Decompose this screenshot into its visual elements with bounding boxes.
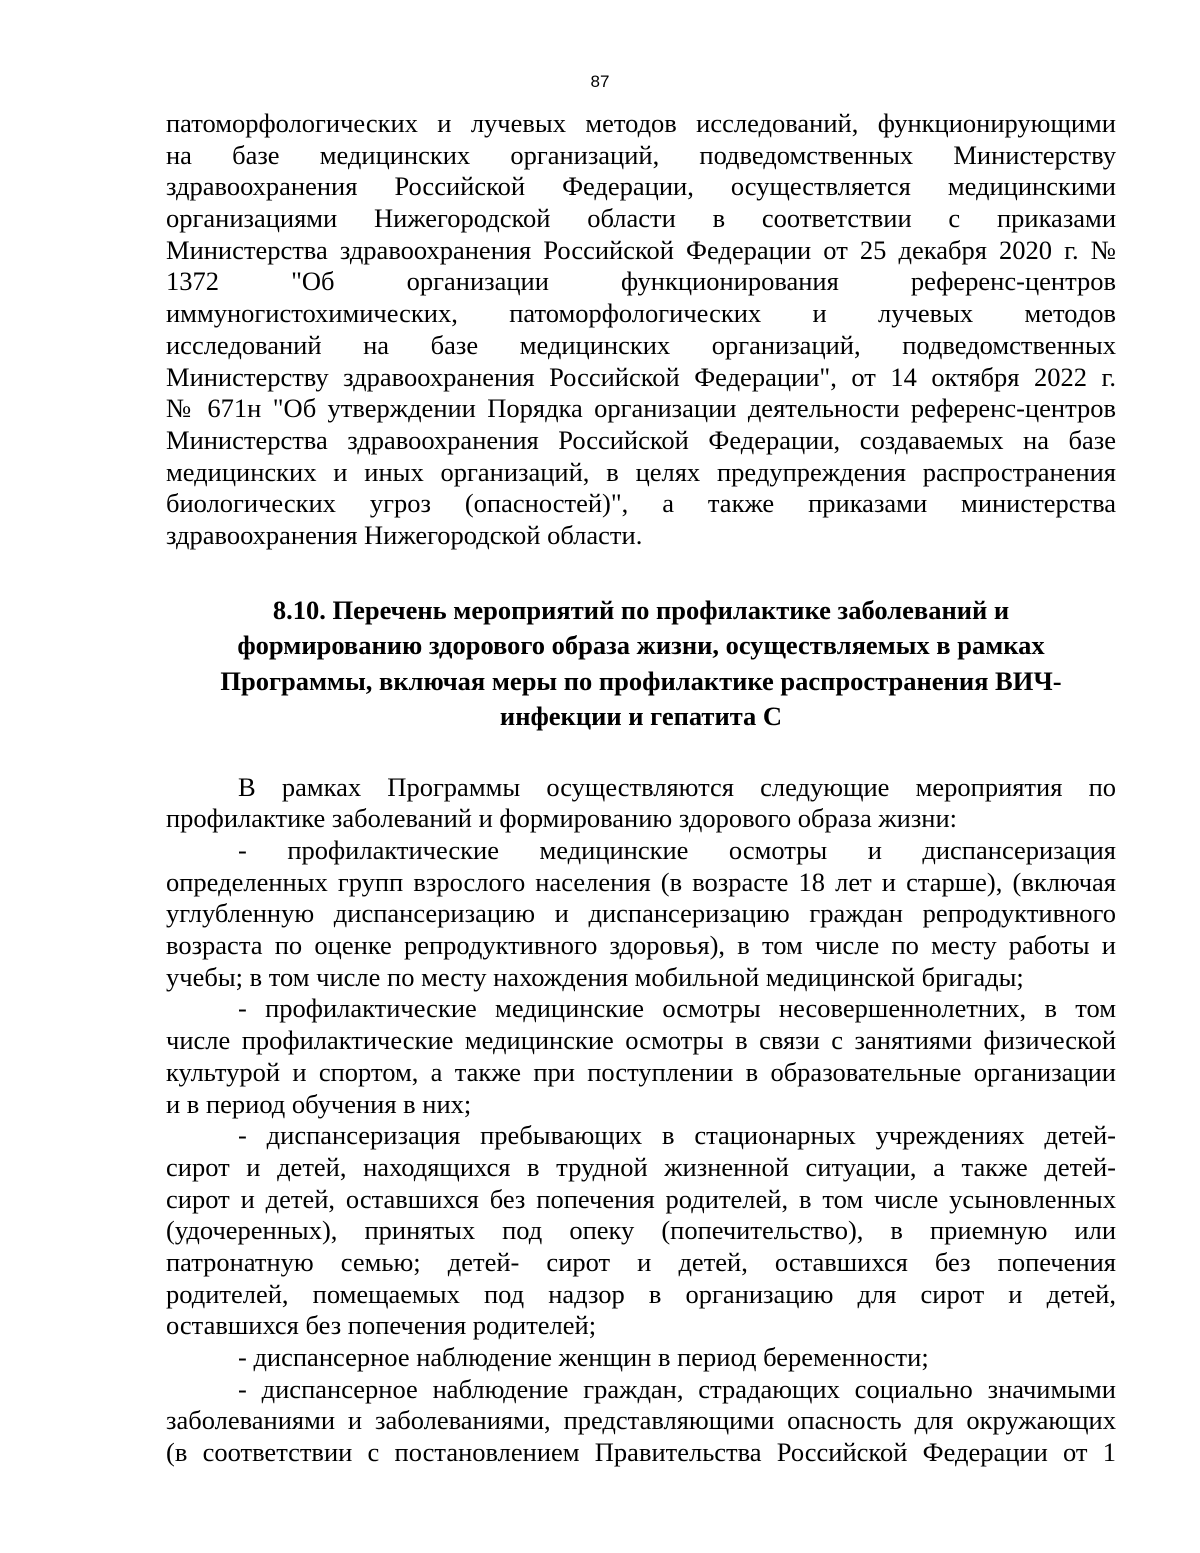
text-line: (удочеренных), принятых под опеку (попечительство), в приемную или xyxy=(166,1215,1116,1246)
list-item-line: - профилактические медицинские осмотры несовершеннолетних, в том xyxy=(238,993,1116,1024)
text-line: заболеваниями и заболеваниями, представляющими опасность для окружающих xyxy=(166,1405,1116,1436)
list-item-line: - профилактические медицинские осмотры и диспансеризация xyxy=(238,835,1116,865)
list-item-line: - диспансерное наблюдение граждан, страдающих социально значимыми xyxy=(238,1373,1116,1404)
document-content xyxy=(166,108,1116,1469)
text-line: профилактике заболеваний и формированию здорового образа жизни: xyxy=(166,803,958,834)
text-line: здравоохранения Нижегородской области. xyxy=(166,519,643,550)
text-line: Министерства здравоохранения Российской Федерации, создаваемых на базе xyxy=(166,424,1116,455)
text-line: оставшихся без попечения родителей; xyxy=(166,1310,597,1341)
list-item-line: - диспансерное наблюдение женщин в период беременности; xyxy=(238,1342,929,1372)
paragraph-1 xyxy=(166,108,1116,552)
heading-line: инфекции и гепатита С xyxy=(499,701,783,732)
text-line: и в период обучения в них; xyxy=(166,1088,472,1119)
text-line: № 671н "Об утверждении Порядка организации деятельности референс-центров xyxy=(166,393,1116,424)
page-number: 87 xyxy=(590,72,610,91)
text-line: патоморфологических и лучевых методов исследований, функционирующими xyxy=(166,108,1116,138)
text-line: родителей, помещаемых под надзор в организацию для сирот и детей, xyxy=(166,1278,1116,1309)
text-line: на базе медицинских организаций, подведомственных Министерству xyxy=(166,139,1116,170)
text-line: В рамках Программы осуществляются следующие мероприятия по xyxy=(238,771,1116,802)
text-line: углубленную диспансеризацию и диспансеризацию граждан репродуктивного xyxy=(166,898,1116,929)
text-line: иммуногистохимических, патоморфологических и лучевых методов xyxy=(166,298,1116,329)
text-line: (в соответствии с постановлением Правительства Российской Федерации от 1 xyxy=(166,1437,1116,1468)
text-line: биологических угроз (опасностей)", а также приказами министерства xyxy=(166,488,1116,519)
body-text xyxy=(166,772,1116,1469)
text-line: Министерства здравоохранения Российской Федерации от 25 декабря 2020 г. № xyxy=(166,234,1116,265)
text-line: определенных групп взрослого населения (в возрасте 18 лет и старше), (включая xyxy=(166,866,1116,897)
text-line: организациями Нижегородской области в соответствии с приказами xyxy=(166,203,1116,234)
section-heading xyxy=(166,593,1116,735)
text-line: возраста по оценке репродуктивного здоровья), в том числе по месту работы и xyxy=(166,930,1116,961)
text-line: здравоохранения Российской Федерации, осуществляется медицинскими xyxy=(166,171,1116,202)
text-line: Министерству здравоохранения Российской Федерации", от 14 октября 2022 г. xyxy=(166,361,1116,392)
text-line: сирот и детей, находящихся в трудной жизненной ситуации, а также детей- xyxy=(166,1151,1116,1182)
heading-line: формированию здорового образа жизни, осуществляемых в рамках xyxy=(237,630,1045,661)
text-line: 1372 "Об организации функционирования референс-центров xyxy=(166,266,1116,297)
heading-line: Программы, включая меры по профилактике распространения ВИЧ- xyxy=(220,665,1062,696)
text-line: исследований на базе медицинских организаций, подведомственных xyxy=(166,329,1116,360)
text-line: сирот и детей, оставшихся без попечения родителей, в том числе усыновленных xyxy=(166,1183,1116,1214)
heading-line: 8.10. Перечень мероприятий по профилактике заболеваний и xyxy=(272,594,1010,625)
text-line: медицинских и иных организаций, в целях предупреждения распространения xyxy=(166,456,1116,487)
text-line: учебы; в том числе по месту нахождения мобильной медицинской бригады; xyxy=(166,961,1024,992)
text-line: культурой и спортом, а также при поступлении в образовательные организации xyxy=(166,1056,1116,1087)
list-item-line: - диспансеризация пребывающих в стационарных учреждениях детей- xyxy=(238,1120,1116,1151)
text-line: патронатную семью; детей- сирот и детей, оставшихся без попечения xyxy=(166,1246,1116,1277)
text-line: числе профилактические медицинские осмотры в связи с занятиями физической xyxy=(166,1025,1116,1056)
